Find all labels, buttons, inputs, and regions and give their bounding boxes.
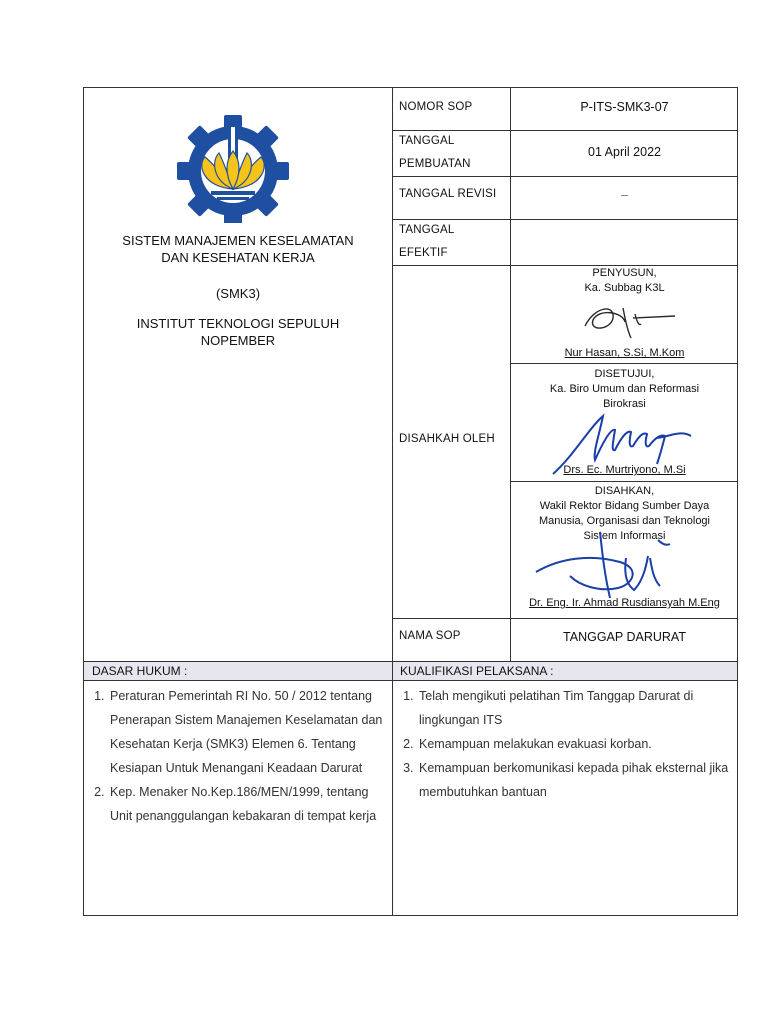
tanggal-pembuatan-label-line2: PEMBUATAN <box>399 158 471 170</box>
tanggal-pembuatan-value: 01 April 2022 <box>588 145 661 159</box>
tanggal-revisi-label: TANGGAL REVISI <box>399 188 497 200</box>
approval-position-line1: Wakil Rektor Bidang Sumber Daya <box>539 500 710 512</box>
row-divider <box>392 618 738 619</box>
kualifikasi-list <box>397 684 731 804</box>
approval-role: DISETUJUI, <box>594 368 655 380</box>
approval-position-line2: Manusia, Organisasi dan Teknologi <box>538 515 710 527</box>
approval-position: Ka. Subbag K3L <box>584 282 665 294</box>
tanggal-efektif-label-line2: EFEKTIF <box>399 247 448 259</box>
list-item: 1. Peraturan Pemerintah RI No. 50 / 2012 tentang Penerapan Sistem Manajemen Keselamatan dan Kesehatan Kerja (SMK3) Elemen 6. Tentang Kesiapan Untuk Menangani Keadaan Darurat <box>108 684 386 780</box>
approval-disetujui <box>511 367 738 412</box>
approval-name: Dr. Eng. Ir. Ahmad Rusdiansyah M.Eng <box>529 597 720 609</box>
signature-penyusun <box>575 296 685 346</box>
tanggal-pembuatan-label <box>399 130 471 176</box>
list-item: 2. Kemampuan melakukan evakuasi korban. <box>417 732 731 756</box>
disahkan-oleh-label: DISAHKAH OLEH <box>399 433 495 445</box>
dasar-hukum-list <box>88 684 386 828</box>
list-item: 3. Kemampuan berkomunikasi kepada pihak eksternal jika membutuhkan bantuan <box>417 756 731 804</box>
institution-name-line2: NOPEMBER <box>200 333 276 348</box>
nama-sop-label: NAMA SOP <box>399 630 461 642</box>
its-emblem-icon <box>172 115 294 223</box>
row-divider <box>510 481 738 482</box>
approval-position-line2: Birokrasi <box>603 398 646 410</box>
column-divider-main <box>392 87 393 916</box>
kualifikasi-header: KUALIFIKASI PELAKSANA : <box>400 664 554 678</box>
nomor-sop-label: NOMOR SOP <box>399 101 473 113</box>
list-item: 1. Telah mengikuti pelatihan Tim Tanggap Darurat di lingkungan ITS <box>417 684 731 732</box>
tanggal-pembuatan-label-line1: TANGGAL <box>399 135 455 147</box>
approval-position-line1: Ka. Biro Umum dan Reformasi <box>549 383 700 395</box>
system-title <box>84 232 392 266</box>
institution-name-line1: INSTITUT TEKNOLOGI SEPULUH <box>136 316 340 331</box>
approval-penyusun <box>511 266 738 296</box>
row-divider <box>83 680 738 681</box>
tanggal-revisi-value: – <box>621 188 628 202</box>
approval-name: Nur Hasan, S.Si, M.Kom <box>564 347 685 359</box>
dasar-hukum-header: DASAR HUKUM : <box>92 664 188 678</box>
tanggal-efektif-label-line1: TANGGAL <box>399 224 455 236</box>
system-acronym: (SMK3) <box>215 286 261 301</box>
system-title-line2: DAN KESEHATAN KERJA <box>161 250 315 265</box>
tanggal-efektif-label <box>399 219 455 265</box>
approval-name: Drs. Ec. Murtriyono, M.Si <box>563 464 686 476</box>
row-divider <box>510 363 738 364</box>
institution-name <box>84 315 392 349</box>
approval-role: PENYUSUN, <box>592 267 657 279</box>
nama-sop-value: TANGGAP DARURAT <box>563 630 686 644</box>
system-title-line1: SISTEM MANAJEMEN KESELAMATAN <box>122 233 354 248</box>
approval-position-line3: Sistem Informasi <box>583 530 666 542</box>
approval-role: DISAHKAN, <box>594 485 655 497</box>
nomor-sop-value: P-ITS-SMK3-07 <box>580 100 669 114</box>
list-item: 2. Kep. Menaker No.Kep.186/MEN/1999, tentang Unit penanggulangan kebakaran di tempat kerja <box>108 780 386 828</box>
row-divider <box>392 176 738 177</box>
